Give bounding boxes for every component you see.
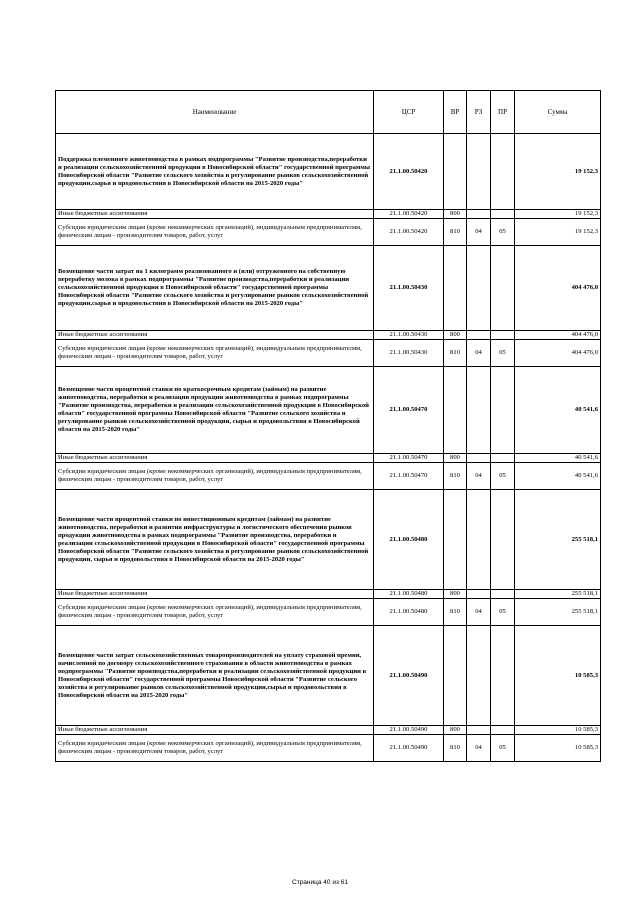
cell-sum: 19 152,3 bbox=[515, 219, 601, 246]
cell-csr: 21.1.00.50490 bbox=[374, 735, 444, 762]
cell-csr: 21.1.00.50430 bbox=[374, 246, 444, 331]
cell-vr: 810 bbox=[444, 219, 467, 246]
cell-vr: 810 bbox=[444, 340, 467, 367]
cell-rz: 04 bbox=[467, 735, 491, 762]
cell-rz: 04 bbox=[467, 463, 491, 490]
other-appropriations-row bbox=[56, 454, 601, 463]
cell-name: Субсидии юридическим лицам (кроме некоммерческих организаций), индивидуальным предпринимателям, физическим лицам - производителям товаров, работ, услуг bbox=[56, 340, 374, 367]
cell-pr bbox=[491, 331, 515, 340]
cell-csr: 21.1.00.50470 bbox=[374, 454, 444, 463]
header-sum: Сумма bbox=[515, 91, 601, 134]
cell-rz: 04 bbox=[467, 599, 491, 626]
cell-vr bbox=[444, 490, 467, 590]
cell-csr: 21.1.00.50480 bbox=[374, 490, 444, 590]
cell-name: Иные бюджетные ассигнования bbox=[56, 726, 374, 735]
header-rz: РЗ bbox=[467, 91, 491, 134]
cell-vr: 800 bbox=[444, 454, 467, 463]
cell-sum: 255 518,1 bbox=[515, 599, 601, 626]
cell-pr bbox=[491, 246, 515, 331]
cell-name: Иные бюджетные ассигнования bbox=[56, 210, 374, 219]
other-appropriations-row bbox=[56, 590, 601, 599]
cell-pr bbox=[491, 726, 515, 735]
cell-name: Субсидии юридическим лицам (кроме некоммерческих организаций), индивидуальным предпринимателям, физическим лицам - производителям товаров, работ, услуг bbox=[56, 599, 374, 626]
cell-name: Возмещение части затрат на 1 килограмм реализованного и (или) отгруженного на собственную переработку молока в рамках подпрограммы "Развитие производства,переработки и реализации сельскохозяйственной продукции в Новосибирской области" государственной программы Новосибирской области "Развитие сельского хозяйства и регулирование рынков сельскохозяйственной продукции,сырья и продовольствия в Новосибирской области на 2015-2020 годы" bbox=[56, 246, 374, 331]
cell-rz bbox=[467, 210, 491, 219]
cell-pr: 05 bbox=[491, 219, 515, 246]
header-name: Наименование bbox=[56, 91, 374, 134]
cell-csr: 21.1.00.50470 bbox=[374, 367, 444, 454]
cell-rz bbox=[467, 490, 491, 590]
cell-name: Иные бюджетные ассигнования bbox=[56, 590, 374, 599]
cell-pr: 05 bbox=[491, 463, 515, 490]
cell-sum: 404 476,0 bbox=[515, 246, 601, 331]
cell-csr: 21.1.00.50420 bbox=[374, 210, 444, 219]
cell-sum: 404 476,0 bbox=[515, 340, 601, 367]
cell-rz bbox=[467, 246, 491, 331]
cell-csr: 21.1.00.50420 bbox=[374, 219, 444, 246]
cell-pr bbox=[491, 367, 515, 454]
cell-pr: 05 bbox=[491, 340, 515, 367]
cell-name: Субсидии юридическим лицам (кроме некоммерческих организаций), индивидуальным предпринимателям, физическим лицам - производителям товаров, работ, услуг bbox=[56, 463, 374, 490]
cell-rz: 04 bbox=[467, 340, 491, 367]
cell-pr bbox=[491, 626, 515, 726]
cell-rz bbox=[467, 726, 491, 735]
cell-vr: 810 bbox=[444, 735, 467, 762]
table-header-row bbox=[56, 91, 601, 134]
cell-csr: 21.1.00.50430 bbox=[374, 331, 444, 340]
cell-name: Иные бюджетные ассигнования bbox=[56, 454, 374, 463]
cell-pr: 05 bbox=[491, 599, 515, 626]
header-vr: ВР bbox=[444, 91, 467, 134]
cell-rz bbox=[467, 590, 491, 599]
other-appropriations-row bbox=[56, 726, 601, 735]
cell-vr bbox=[444, 367, 467, 454]
budget-document bbox=[55, 90, 600, 762]
cell-vr bbox=[444, 134, 467, 210]
cell-pr bbox=[491, 134, 515, 210]
program-row bbox=[56, 490, 601, 590]
cell-csr: 21.1.00.50490 bbox=[374, 726, 444, 735]
program-row bbox=[56, 134, 601, 210]
cell-sum: 10 585,3 bbox=[515, 626, 601, 726]
cell-pr bbox=[491, 490, 515, 590]
subsidy-row bbox=[56, 340, 601, 367]
cell-csr: 21.1.00.50490 bbox=[374, 626, 444, 726]
subsidy-row bbox=[56, 599, 601, 626]
cell-sum: 19 152,3 bbox=[515, 210, 601, 219]
budget-table bbox=[55, 90, 601, 762]
header-csr: ЦСР bbox=[374, 91, 444, 134]
subsidy-row bbox=[56, 219, 601, 246]
cell-csr: 21.1.00.50430 bbox=[374, 340, 444, 367]
program-row bbox=[56, 626, 601, 726]
cell-rz bbox=[467, 331, 491, 340]
cell-name: Возмещение части затрат сельскохозяйственных товаропроизводителей на уплату страховой премии, начисленной по договору сельскохозяйственного страхования в области животноводства в рамках подпрограммы "Развитие производства,переработки и реализации сельскохозяйственной продукции в Новосибирской области" государственной программы Новосибирской области "Развитие сельского хозяйства и регулирование рынков сельскохозяйственной продукции,сырья и продовольствия в Новосибирской области на 2015-2020 годы" bbox=[56, 626, 374, 726]
cell-rz bbox=[467, 454, 491, 463]
cell-sum: 40 541,6 bbox=[515, 454, 601, 463]
program-row bbox=[56, 246, 601, 331]
cell-rz bbox=[467, 367, 491, 454]
cell-sum: 19 152,3 bbox=[515, 134, 601, 210]
cell-sum: 40 541,6 bbox=[515, 367, 601, 454]
cell-name: Возмещение части процентной ставки по инвестиционным кредитам (займам) на развитие животноводства, переработки и развития инфраструктуры и логистического обеспечения рынков продукции животноводства в рамках подпрограммы "Развитие производства, переработки и реализации сельскохозяйственной продукции в Новосибирской области" государственной программы Новосибирской области "Развитие сельского хозяйства и регулирование рынков сельскохозяйственной продукции, сырья и продовольствия в Новосибирской области на 2015-2020 годы" bbox=[56, 490, 374, 590]
cell-pr bbox=[491, 590, 515, 599]
cell-sum: 255 518,1 bbox=[515, 490, 601, 590]
program-row bbox=[56, 367, 601, 454]
cell-csr: 21.1.00.50470 bbox=[374, 463, 444, 490]
cell-vr: 800 bbox=[444, 331, 467, 340]
cell-name: Субсидии юридическим лицам (кроме некоммерческих организаций), индивидуальным предпринимателям, физическим лицам - производителям товаров, работ, услуг bbox=[56, 219, 374, 246]
cell-sum: 10 585,3 bbox=[515, 735, 601, 762]
cell-vr bbox=[444, 246, 467, 331]
cell-vr: 800 bbox=[444, 210, 467, 219]
cell-sum: 40 541,6 bbox=[515, 463, 601, 490]
cell-rz: 04 bbox=[467, 219, 491, 246]
cell-name: Поддержка племенного животноводства в рамках подпрограммы "Развитие производства,переработки и реализации сельскохозяйственной продукции в Новосибирской области" государственной программы Новосибирской области "Развитие сельского хозяйства и регулирование рынков сельскохозяйственной продукции,сырья и продовольствия в Новосибирской области на 2015-2020 годы" bbox=[56, 134, 374, 210]
other-appropriations-row bbox=[56, 210, 601, 219]
cell-name: Субсидии юридическим лицам (кроме некоммерческих организаций), индивидуальным предпринимателям, физическим лицам - производителям товаров, работ, услуг bbox=[56, 735, 374, 762]
cell-vr: 810 bbox=[444, 599, 467, 626]
cell-sum: 255 518,1 bbox=[515, 590, 601, 599]
cell-name: Иные бюджетные ассигнования bbox=[56, 331, 374, 340]
cell-rz bbox=[467, 626, 491, 726]
cell-name: Возмещение части процентной ставки по краткосрочным кредитам (займам) на развитие животноводства, переработки и реализации продукции животноводства в рамках подпрограммы "Развитие производства, переработки и реализации сельскохозяйственной продукции в Новосибирской области" государственной программы Новосибирской области "Развитие сельского хозяйства и регулирование рынков сельскохозяйственной продукции, сырья и продовольствия в Новосибирской области на 2015-2020 годы" bbox=[56, 367, 374, 454]
other-appropriations-row bbox=[56, 331, 601, 340]
cell-pr bbox=[491, 454, 515, 463]
cell-vr: 800 bbox=[444, 726, 467, 735]
cell-vr bbox=[444, 626, 467, 726]
cell-csr: 21.1.00.50480 bbox=[374, 599, 444, 626]
cell-pr bbox=[491, 210, 515, 219]
cell-vr: 810 bbox=[444, 463, 467, 490]
cell-sum: 10 585,3 bbox=[515, 726, 601, 735]
subsidy-row bbox=[56, 463, 601, 490]
page-footer: Страница 40 из 61 bbox=[292, 879, 348, 886]
cell-pr: 05 bbox=[491, 735, 515, 762]
cell-vr: 800 bbox=[444, 590, 467, 599]
cell-csr: 21.1.00.50480 bbox=[374, 590, 444, 599]
cell-sum: 404 476,0 bbox=[515, 331, 601, 340]
cell-rz bbox=[467, 134, 491, 210]
cell-csr: 21.1.00.50420 bbox=[374, 134, 444, 210]
subsidy-row bbox=[56, 735, 601, 762]
header-pr: ПР bbox=[491, 91, 515, 134]
